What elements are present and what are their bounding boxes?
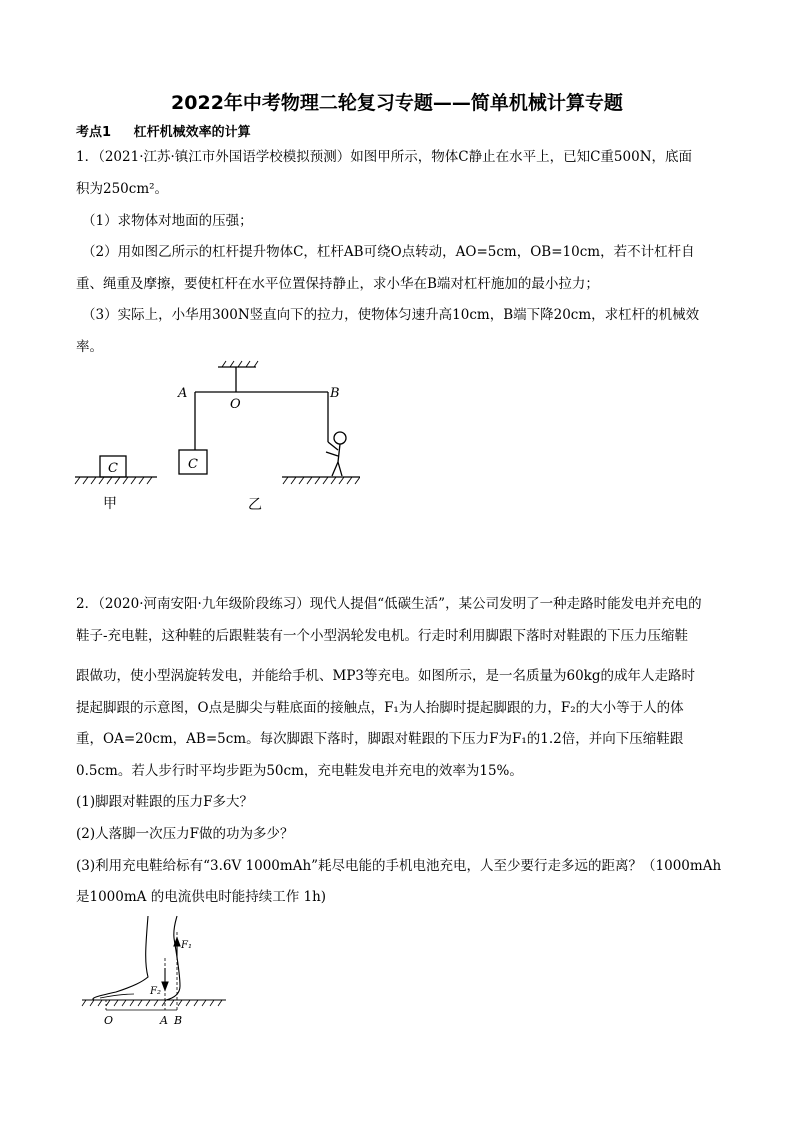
q2-line-4: 提起脚跟的示意图，O点是脚尖与鞋底面的接触点，F₁为人抬脚时提起脚跟的力，F₂的大小等于人的体 [76,700,684,716]
label-a: A [178,386,188,401]
q1-line-3: （1）求物体对地面的压强； [82,213,253,229]
section-label: 考点1 [76,125,112,140]
q1-line-1: 1．（2021·江苏·镇江市外国语学校模拟预测）如图甲所示，物体C静止在水平上，已知C重500N，底面 [76,149,693,165]
label-c-hanging: C [188,457,198,472]
section-name: 杠杆机械效率的计算 [133,125,251,140]
q1-line-6: （3）实际上，小华用300N竖直向下的拉力，使物体匀速升高10cm，B端下降20cm，求杠杆的机械效 [82,307,700,323]
q1-line-5: 重、绳重及摩擦，要使杠杆在水平位置保持静止，求小华在B端对杠杆施加的最小拉力； [76,276,599,292]
q2-line-2: 鞋子-充电鞋，这种鞋的后跟鞋装有一个小型涡轮发电机。行走时利用脚跟下落时对鞋跟的下压力压缩鞋 [76,628,689,644]
q2-line-9: (3)利用充电鞋给标有“3.6V 1000mAh”耗尽电能的手机电池充电，人至少要行走多远的距离？（1000mAh [76,858,722,874]
label-f2: F₂ [150,986,161,997]
q2-line-5: 重，OA=20cm，AB=5cm。每次脚跟下落时，脚跟对鞋跟的下压力F为F₁的1.2倍，并向下压缩鞋跟 [76,731,684,747]
q2-line-10: 是1000mA 的电流供电时能持续工作 1h) [76,889,327,905]
q2-line-1: 2．（2020·河南安阳·九年级阶段练习）现代人提倡“低碳生活”，某公司发明了一种走路时能发电并充电的 [76,596,702,612]
q1-line-4: （2）用如图乙所示的杠杆提升物体C，杠杆AB可绕O点转动，AO=5cm，OB=10cm，若不计杠杆自 [82,244,695,260]
label-f1: F₁ [181,940,192,951]
label-b: B [330,386,340,401]
lever-figure [70,360,360,520]
label-o: O [104,1014,114,1027]
foot-outline [93,916,180,1000]
q2-line-6: 0.5cm。若人步行时平均步距为50cm，充电鞋发电并充电的效率为15%。 [76,763,523,779]
q2-line-7: (1)脚跟对鞋跟的压力F多大？ [76,794,253,810]
label-jia: 甲 [103,496,117,512]
q2-line-8: (2)人落脚一次压力F做的功为多少？ [76,826,294,842]
label-yi: 乙 [248,497,262,513]
q1-line-7: 率。 [76,339,103,355]
label-o: O [230,397,241,412]
page-title: 2022年中考物理二轮复习专题——简单机械计算专题 [171,92,623,114]
q2-line-3: 跟做功，使小型涡旋转发电，并能给手机、MP3等充电。如图所示，是一名质量为60kg的成年人走路时 [76,668,695,684]
label-b: B [174,1014,183,1027]
foot-figure [76,912,236,1034]
label-a: A [160,1014,168,1027]
label-c-ground: C [108,461,118,476]
q1-line-2: 积为250cm²。 [76,181,169,197]
section-heading [76,121,269,140]
